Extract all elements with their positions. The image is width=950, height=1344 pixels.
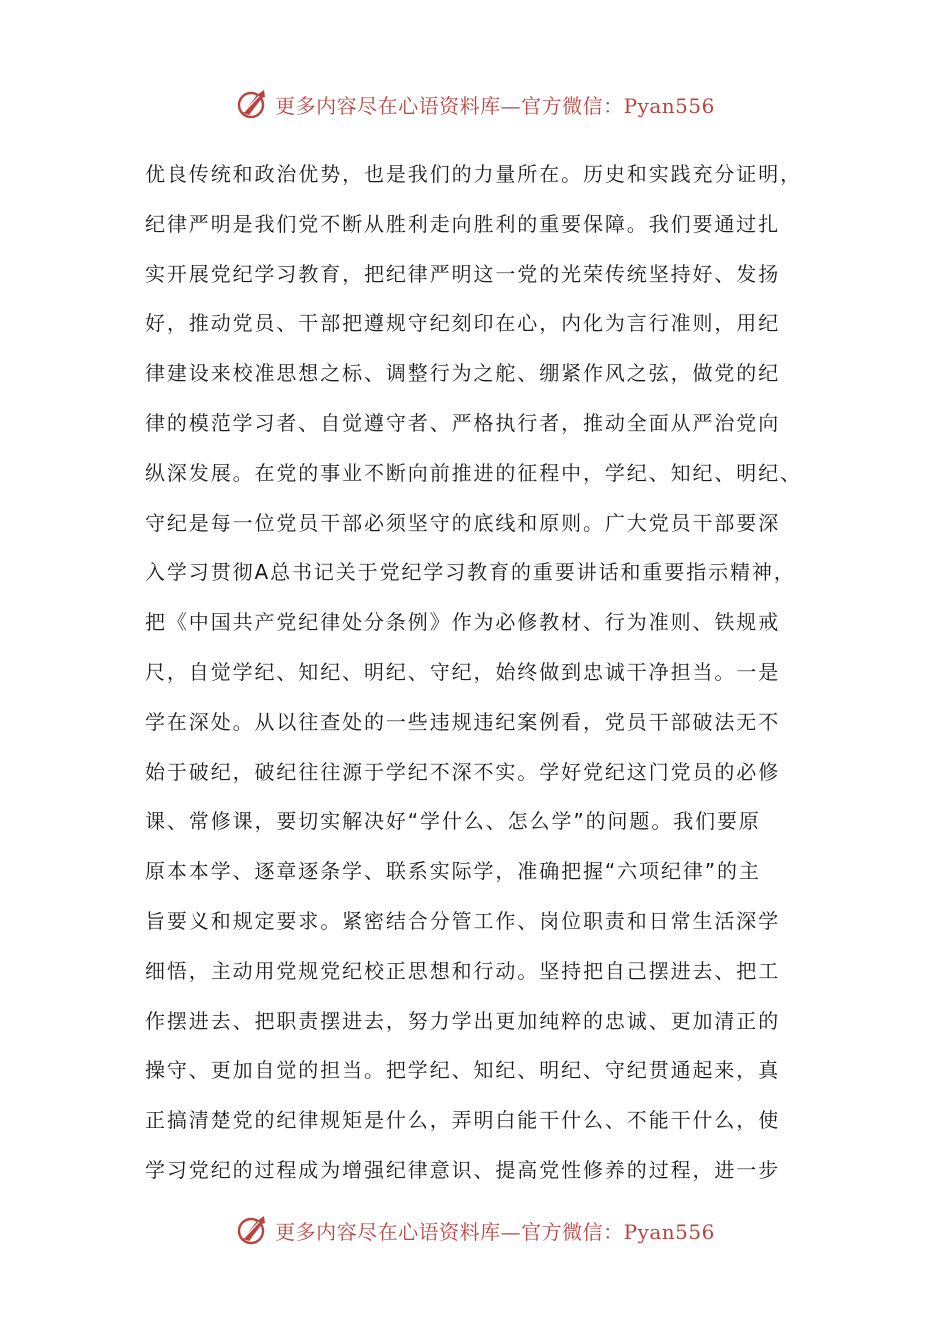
text-line: 入学习贯彻A总书记关于党纪学习教育的重要讲话和重要指示精神， bbox=[145, 560, 796, 585]
text-line: 律的模范学习者、自觉遵守者、严格执行者，推动全面从严治党向 bbox=[145, 410, 781, 435]
footer-banner bbox=[0, 1210, 950, 1250]
pen-nib-logo-icon bbox=[235, 1213, 269, 1247]
header-banner-text: 更多内容尽在心语资料库—官方微信：Pyan556 bbox=[275, 93, 715, 118]
header-banner bbox=[0, 84, 950, 124]
text-line: 细悟，主动用党规党纪校正思想和行动。坚持把自己摆进去、把工 bbox=[145, 958, 781, 983]
footer-banner-text: 更多内容尽在心语资料库—官方微信：Pyan556 bbox=[275, 1219, 715, 1244]
text-line: 尺，自觉学纪、知纪、明纪、守纪，始终做到忠诚干净担当。一是 bbox=[145, 659, 781, 684]
body-paragraph bbox=[145, 150, 810, 1196]
text-line: 旨要义和规定要求。紧密结合分管工作、岗位职责和日常生活深学 bbox=[145, 908, 781, 933]
pen-nib-logo-icon bbox=[235, 87, 269, 121]
text-line: 优良传统和政治优势，也是我们的力量所在。历史和实践充分证明， bbox=[145, 162, 802, 186]
text-line: 学在深处。从以往查处的一些违规违纪案例看，党员干部破法无不 bbox=[145, 709, 781, 734]
text-line: 课、常修课，要切实解决好“学什么、怎么学”的问题。我们要原 bbox=[145, 809, 761, 834]
text-line: 始于破纪，破纪往往源于学纪不深不实。学好党纪这门党员的必修 bbox=[145, 759, 781, 784]
text-line: 纪律严明是我们党不断从胜利走向胜利的重要保障。我们要通过扎 bbox=[145, 211, 781, 236]
text-line: 原本本学、逐章逐条学、联系实际学，准确把握“六项纪律”的主 bbox=[145, 859, 761, 884]
text-line: 守纪是每一位党员干部必须坚守的底线和原则。广大党员干部要深 bbox=[145, 510, 781, 535]
text-line: 律建设来校准思想之标、调整行为之舵、绷紧作风之弦，做党的纪 bbox=[145, 361, 781, 386]
text-line: 纵深发展。在党的事业不断向前推进的征程中，学纪、知纪、明纪、 bbox=[145, 460, 802, 485]
text-line: 操守、更加自觉的担当。把学纪、知纪、明纪、守纪贯通起来，真 bbox=[145, 1058, 781, 1083]
text-line: 学习党纪的过程成为增强纪律意识、提高党性修养的过程，进一步 bbox=[145, 1157, 781, 1182]
text-line: 实开展党纪学习教育，把纪律严明这一党的光荣传统坚持好、发扬 bbox=[145, 261, 781, 286]
text-line: 好，推动党员、干部把遵规守纪刻印在心，内化为言行准则，用纪 bbox=[145, 311, 781, 336]
text-line: 把《中国共产党纪律处分条例》作为必修教材、行为准则、铁规戒 bbox=[145, 610, 781, 635]
text-line: 作摆进去、把职责摆进去，努力学出更加纯粹的忠诚、更加清正的 bbox=[145, 1008, 781, 1033]
text-line: 正搞清楚党的纪律规矩是什么，弄明白能干什么、不能干什么，使 bbox=[145, 1108, 781, 1133]
